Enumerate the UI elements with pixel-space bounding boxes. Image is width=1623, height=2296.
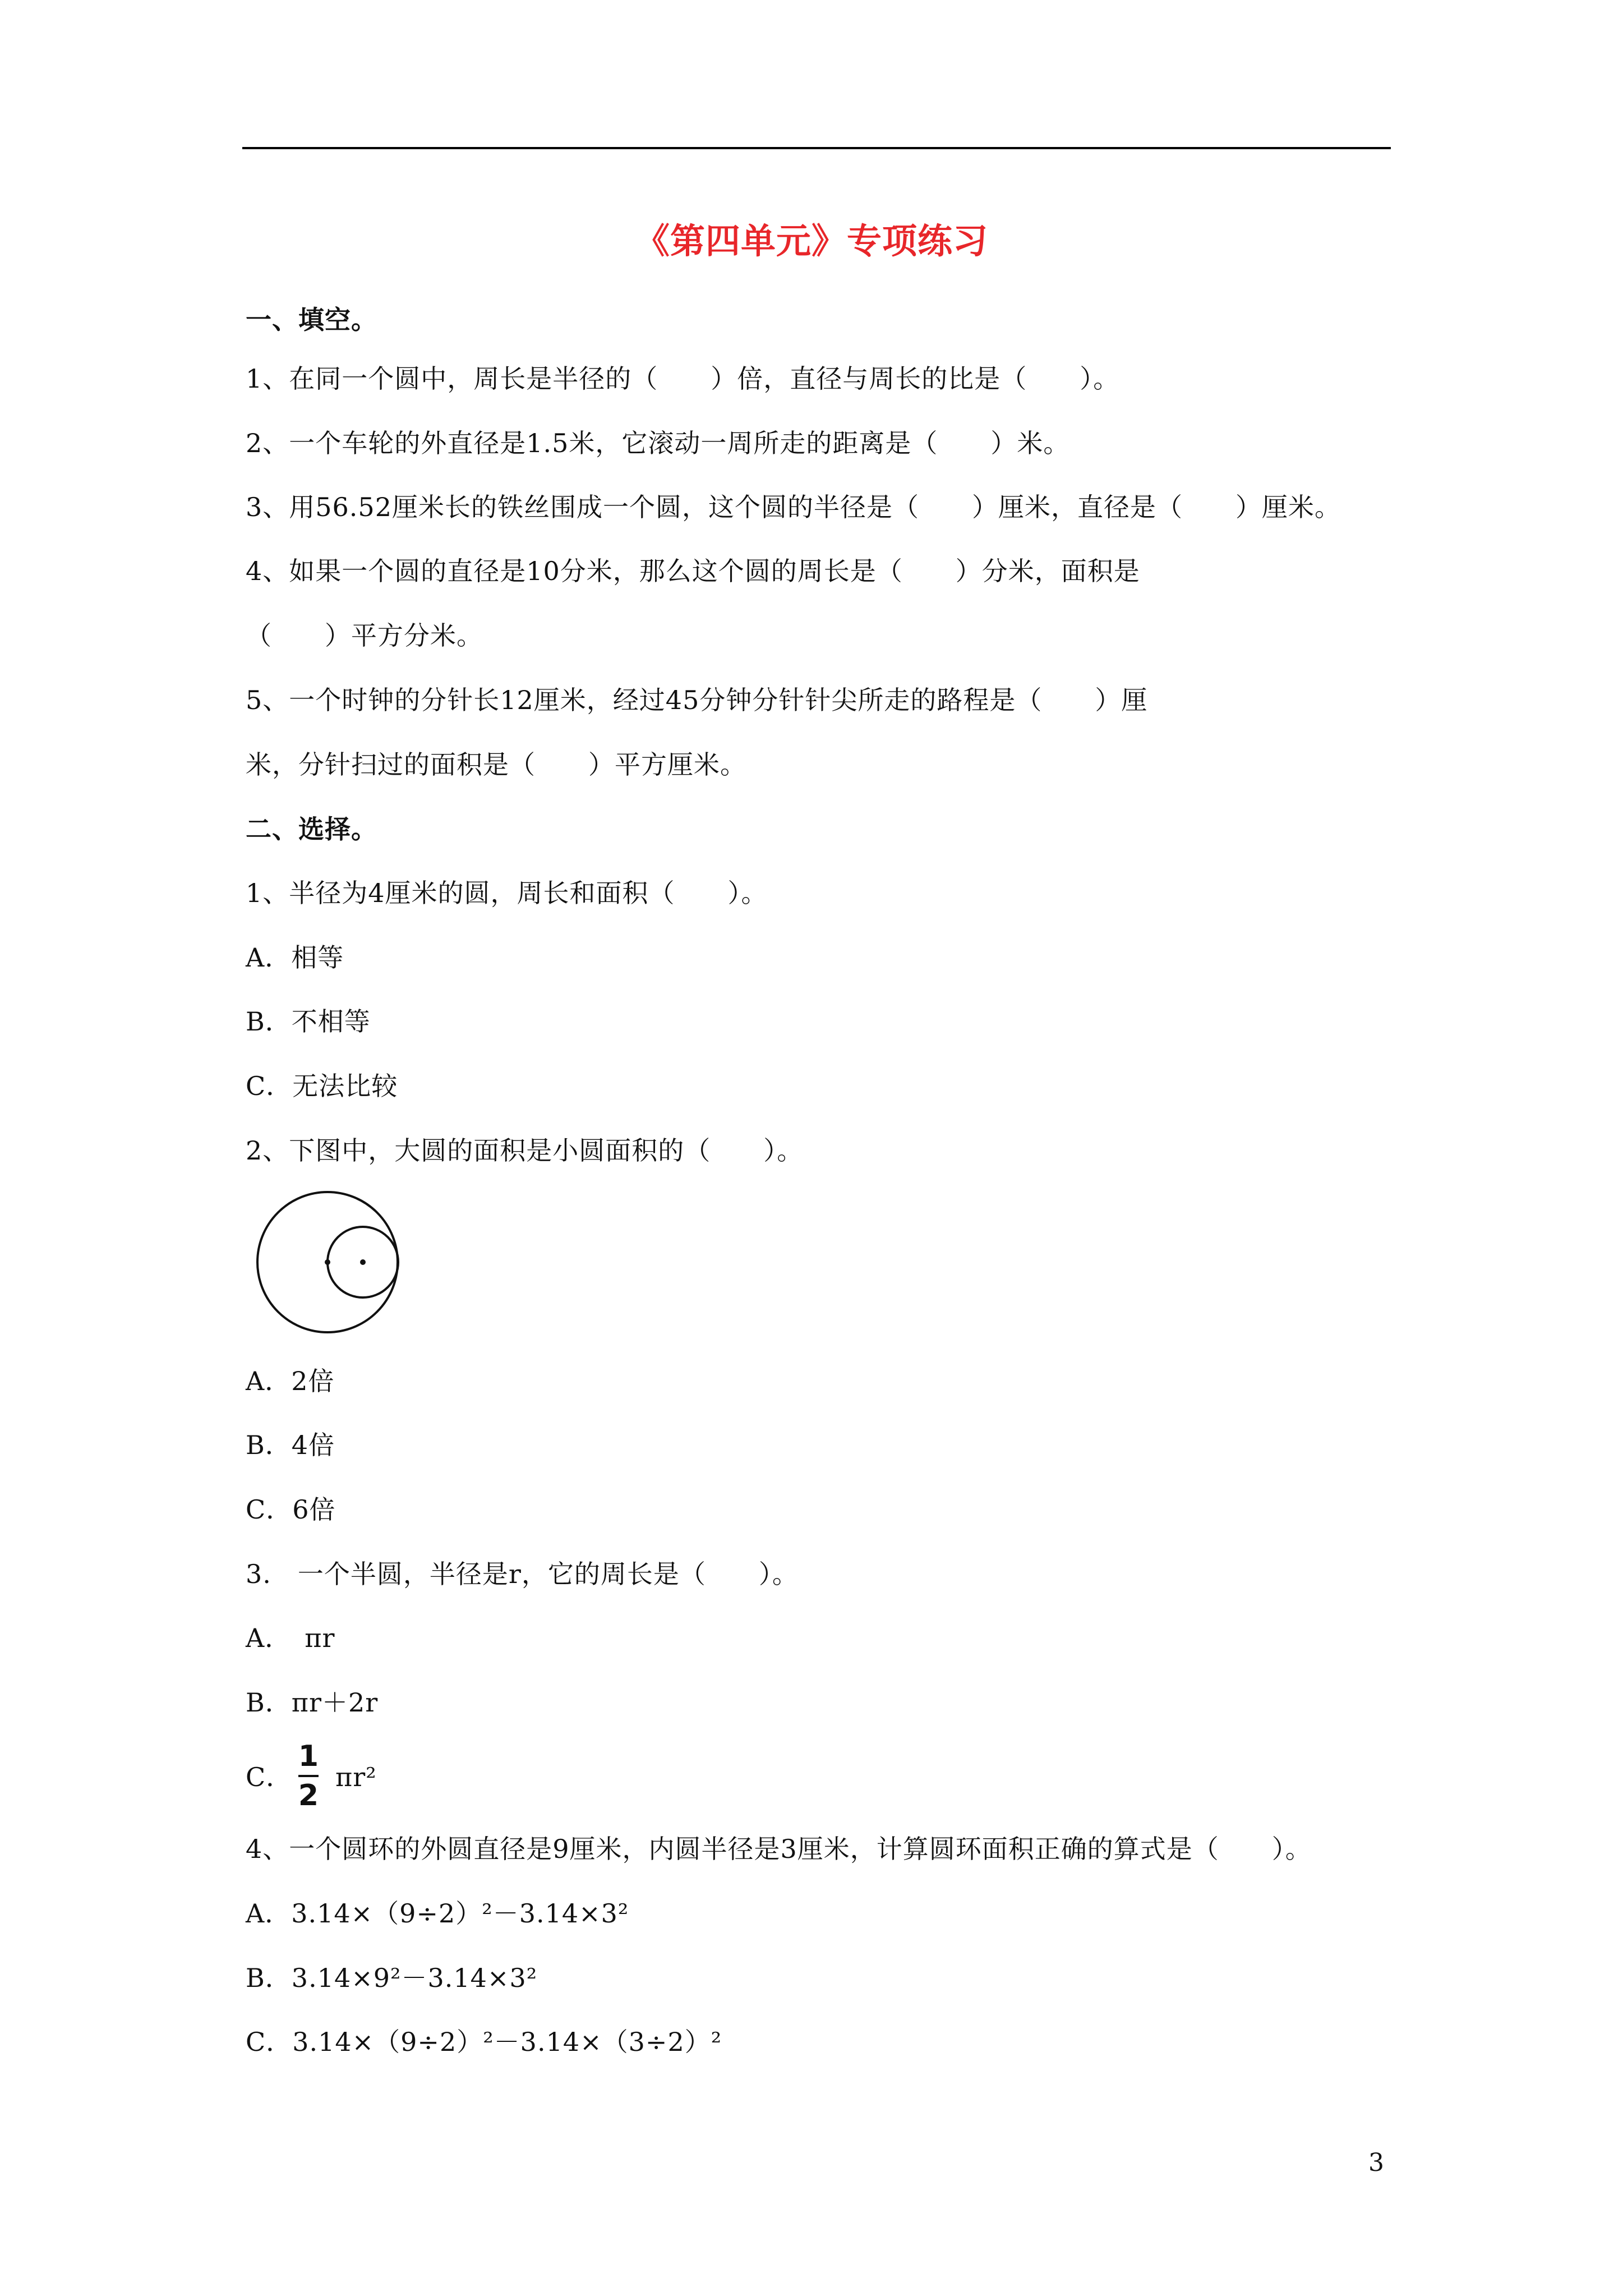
large-circle-center	[325, 1259, 330, 1265]
section-heading-fill-blank: 一、填空。	[246, 305, 377, 335]
choice-question-2: 2、下图中，大圆的面积是小圆面积的（ ）。	[246, 1135, 804, 1166]
section-heading-choice: 二、选择。	[246, 814, 377, 844]
fraction-one-half	[297, 1740, 320, 1812]
choice-1-option-c: C．无法比较	[246, 1071, 398, 1101]
choice-1-option-b: B．不相等	[246, 1006, 371, 1037]
choice-3-option-a: A． πr	[246, 1623, 335, 1653]
fill-question-3: 3、用56.52厘米长的铁丝围成一个圆，这个圆的半径是（ ）厘米，直径是（ ）厘米。	[246, 492, 1341, 522]
fill-question-4-cont: （ ）平方分米。	[246, 620, 483, 651]
choice-4-option-c: C．3.14×（9÷2）²－3.14×（3÷2）²	[246, 2027, 722, 2057]
choice-3-option-c-formula: πr²	[335, 1762, 377, 1792]
fill-question-5: 5、一个时钟的分针长12厘米，经过45分钟分针针尖所走的路程是（ ）厘	[246, 685, 1148, 715]
choice-question-1: 1、半径为4厘米的圆，周长和面积（ ）。	[246, 878, 768, 908]
page-number: 3	[1368, 2148, 1384, 2177]
choice-question-4: 4、一个圆环的外圆直径是9厘米，内圆半径是3厘米，计算圆环面积正确的算式是（ ）。	[246, 1834, 1312, 1864]
fraction-bar	[298, 1775, 319, 1777]
fraction-numerator: 1	[298, 1740, 319, 1773]
choice-2-option-c: C．6倍	[246, 1494, 336, 1525]
choice-4-option-b: B．3.14×9²－3.14×3²	[246, 1963, 538, 1993]
page-title: 《第四单元》专项练习	[634, 220, 988, 261]
choice-1-option-a: A．相等	[246, 942, 344, 973]
fill-question-2: 2、一个车轮的外直径是1.5米，它滚动一周所走的距离是（ ）米。	[246, 428, 1070, 458]
choice-question-3: 3. 一个半圆，半径是r，它的周长是（ ）。	[246, 1559, 799, 1589]
fill-question-1: 1、在同一个圆中，周长是半径的（ ）倍，直径与周长的比是（ ）。	[246, 364, 1120, 394]
choice-3-option-b: B．πr＋2r	[246, 1687, 379, 1718]
circles-figure	[255, 1189, 412, 1346]
choice-4-option-a: A．3.14×（9÷2）²－3.14×3²	[246, 1898, 629, 1929]
fill-question-4: 4、如果一个圆的直径是10分米，那么这个圆的周长是（ ）分米，面积是	[246, 556, 1140, 586]
header-rule	[242, 147, 1391, 149]
choice-2-option-a: A．2倍	[246, 1366, 335, 1396]
choice-3-option-c-label: C．	[246, 1762, 293, 1792]
fill-question-5-cont: 米，分针扫过的面积是（ ）平方厘米。	[246, 749, 746, 780]
choice-2-option-b: B．4倍	[246, 1430, 335, 1460]
small-circle-center	[360, 1259, 366, 1265]
fraction-denominator: 2	[298, 1779, 319, 1812]
